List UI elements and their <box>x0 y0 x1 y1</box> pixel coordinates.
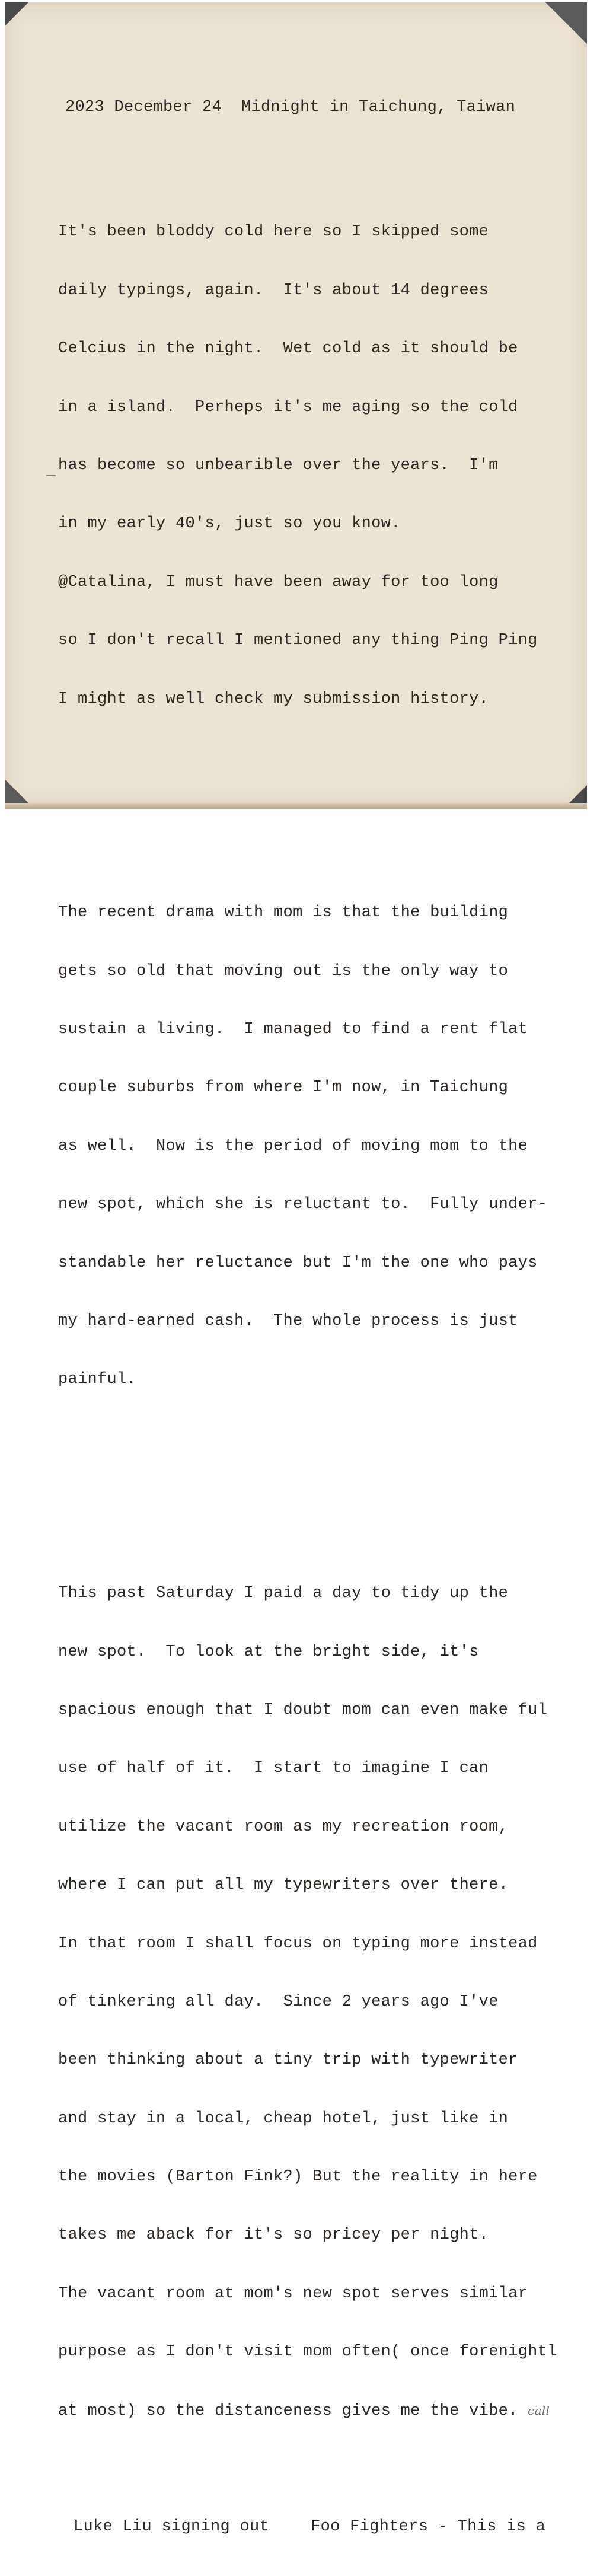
handwritten-note: call <box>528 2403 550 2418</box>
text-line: of tinkering all day. Since 2 years ago I've <box>58 1992 499 2011</box>
paragraph-gap <box>58 1467 580 1487</box>
text-line: as well. Now is the period of moving mom to the <box>58 1137 528 1155</box>
text-line: takes me aback for it's so pricey per night. <box>58 2226 489 2245</box>
signoff-line <box>74 2517 580 2537</box>
text-line: so I don't recall I mentioned any thing Ping Ping <box>58 632 538 650</box>
paragraph-2 <box>58 865 580 1429</box>
paragraph-1 <box>58 184 580 748</box>
paragraph-gap <box>58 786 580 806</box>
text-line: has become so unbearible over the years. I'm <box>58 456 499 474</box>
text-line: daily typings, again. It's about 14 degrees <box>58 281 489 299</box>
text-line: new spot. To look at the bright side, it's <box>58 1643 479 1661</box>
text-line: In that room I shall focus on typing more instead <box>58 1934 538 1953</box>
text-line: The recent drama with mom is that the building <box>58 904 509 922</box>
date-heading: 2023 December 24 Midnight in Taichung, Taiwan <box>65 98 516 116</box>
text-line: the movies (Barton Fink?) But the reality in here <box>58 2168 538 2186</box>
text-line: in my early 40's, just so you know. <box>58 515 401 533</box>
text-line: purpose as I don't visit mom often( once forenightl <box>58 2343 557 2361</box>
text-line: standable her reluctance but I'm the one who pays <box>58 1254 538 1272</box>
text-line: and stay in a local, cheap hotel, just like in <box>58 2109 509 2128</box>
text-line <box>58 2401 580 2421</box>
photo-corner-top-left <box>5 2 28 26</box>
text-line: in a island. Perheps it's me aging so the cold <box>58 398 518 416</box>
text-line: gets so old that moving out is the only way to <box>58 962 509 980</box>
text-line: I might as well check my submission history. <box>58 690 489 708</box>
text-line: spacious enough that I doubt mom can even make ful <box>58 1701 548 1719</box>
text-line: utilize the vacant room as my recreation room, <box>58 1818 509 1836</box>
text-line: been thinking about a tiny trip with typewriter <box>58 2051 518 2070</box>
text-line: where I can put all my typewriters over there. <box>58 1876 509 1895</box>
paragraph-3 <box>58 1545 580 2459</box>
text-line: It's been bloddy cold here so I skipped some <box>58 223 489 241</box>
text-line: @Catalina, I must have been away for too long <box>58 573 499 591</box>
text-line-content: at most) so the distanceness gives me the vibe. <box>58 2402 518 2420</box>
text-line: new spot, which she is reluctant to. Fully under- <box>58 1195 548 1214</box>
typed-text <box>58 59 580 2576</box>
text-line: sustain a living. I managed to find a rent flat <box>58 1021 528 1039</box>
text-line: my hard-earned cash. The whole process is just <box>58 1312 518 1330</box>
text-line: This past Saturday I paid a day to tidy up the <box>58 1585 509 1603</box>
text-line: The vacant room at mom's new spot serves similar <box>58 2284 528 2303</box>
photo-corner-top-right <box>545 2 587 44</box>
signoff-song: Foo Fighters - This is a <box>311 2518 546 2536</box>
text-line: couple suburbs from where I'm now, in Taichung <box>58 1079 509 1097</box>
text-line: painful. <box>58 1370 137 1389</box>
text-line: Celcius in the night. Wet cold as it should be <box>58 340 518 358</box>
signoff-name: Luke Liu signing out <box>74 2518 270 2536</box>
typewritten-page <box>5 2 587 2536</box>
margin-mark <box>46 475 56 476</box>
text-line: use of half of it. I start to imagine I can <box>58 1759 489 1778</box>
